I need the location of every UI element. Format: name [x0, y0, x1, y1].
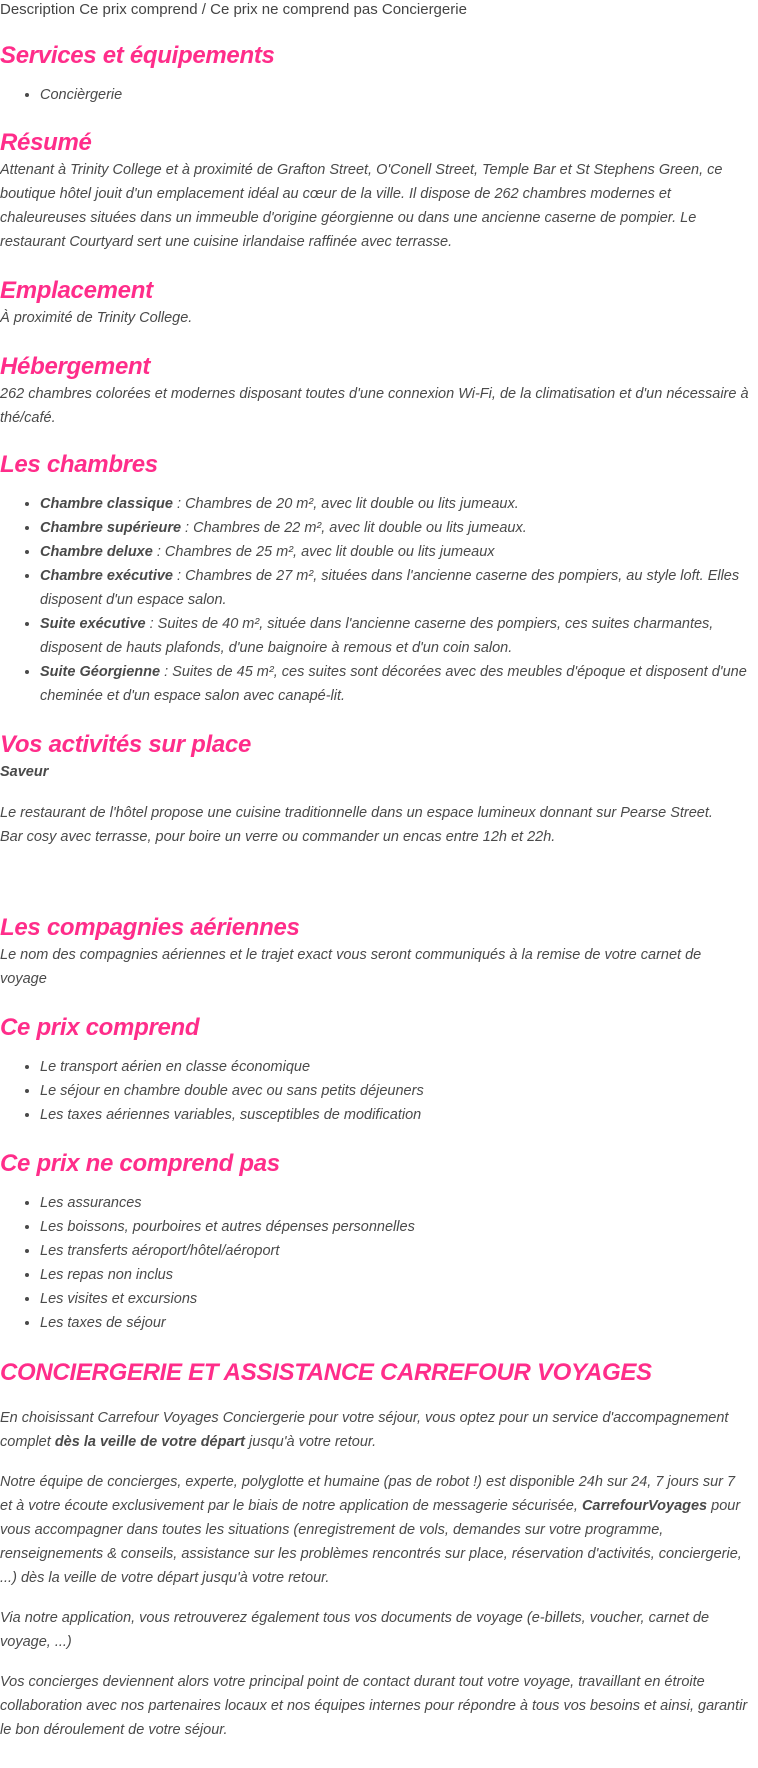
list-item	[40, 516, 750, 540]
comprend-list	[0, 1055, 750, 1127]
list-item: • Les boissons, pourboires et autres dépenses personnelles	[40, 1215, 750, 1239]
tabs-bar	[0, 0, 750, 21]
text-span: jusqu'à votre retour.	[245, 1434, 377, 1450]
resume-text: Attenant à Trinity College et à proximité de Grafton Street, O'Conell Street, Temple Bar et St Stephens Green, ce boutique hôtel jouit d'un emplacement idéal au cœur de la ville. Il dispose de 262 chambres modernes et chaleureuses situées dans un immeuble d'origine géorgienne ou dans une ancienne caserne de pompier. Le restaurant Courtyard sert une cuisine irlandaise raffinée avec terrasse.	[0, 162, 723, 250]
ne-comprend-title: Ce prix ne comprend pas	[0, 1150, 280, 1177]
room-name: Suite Géorgienne	[40, 664, 161, 680]
list-item	[40, 564, 750, 612]
conciergerie-p2	[0, 1470, 750, 1590]
room-desc: : Suites de 45 m², ces suites sont décorées avec des meubles d'époque et disposent d'une cheminée et d'un espace salon avec canapé-lit.	[40, 664, 747, 704]
room-desc: : Chambres de 27 m², situées dans l'ancienne caserne des pompiers, au style loft. Elles disposent d'un espace salon.	[40, 568, 740, 608]
list-item: • Les transferts aéroport/hôtel/aéroport	[40, 1239, 750, 1263]
list-item: • Les repas non inclus	[40, 1263, 750, 1287]
activites-line2: Bar cosy avec terrasse, pour boire un verre ou commander un encas entre 12h et 22h.	[0, 829, 556, 845]
emplacement-text: À proximité de Trinity College.	[0, 310, 193, 326]
list-item: • Le transport aérien en classe économique	[40, 1055, 750, 1079]
text-span: En choisissant Carrefour Voyages Conciergerie pour votre séjour, vous optez pour un service d'accompagnement complet	[0, 1410, 729, 1450]
room-desc: : Suites de 40 m², située dans l'ancienne caserne des pompiers, ces suites charmantes, disposent de hauts plafonds, d'une baignoire à remous et d'un coin salon.	[40, 616, 714, 656]
compagnies-text: Le nom des compagnies aériennes et le trajet exact vous seront communiqués à la remise de votre carnet de voyage	[0, 947, 702, 987]
conciergerie-p4: Vos concierges deviennent alors votre principal point de contact durant tout votre voyage, travaillant en étroite collaboration avec nos partenaires locaux et nos équipes internes pour répondre à tous vos besoins et ainsi, garantir le bon déroulement de votre séjour.	[0, 1674, 748, 1738]
tab-separator: /	[201, 1, 206, 18]
room-name: Chambre classique	[40, 496, 173, 512]
list-item: • Les assurances	[40, 1191, 750, 1215]
tab-description[interactable]: Description	[0, 1, 76, 18]
list-item: • Les taxes de séjour	[40, 1311, 750, 1335]
room-name: Chambre supérieure	[40, 520, 182, 536]
list-item: • Le séjour en chambre double avec ou sans petits déjeuners	[40, 1079, 750, 1103]
conciergerie-p3: Via notre application, vous retrouverez également tous vos documents de voyage (e-billets, voucher, carnet de voyage, ...)	[0, 1610, 710, 1650]
text-span: pour vous accompagner dans toutes les situations (enregistrement de vols, demandes sur votre programme, renseignements & conseils, assistance sur les problèmes rencontrés sur place, réservation d'activités, conciergerie, ...) dès la veille de votre départ jusqu'à votre retour.	[0, 1498, 742, 1586]
text-strong: CarrefourVoyages	[581, 1498, 708, 1514]
hebergement-text: 262 chambres colorées et modernes disposant toutes d'une connexion Wi-Fi, de la climatisation et d'un nécessaire à thé/café.	[0, 386, 749, 426]
list-item	[40, 660, 750, 708]
tab-ce-prix-ne-comprend-pas[interactable]: Ce prix ne comprend pas	[210, 1, 378, 18]
emplacement-title: Emplacement	[0, 277, 153, 304]
activites-title: Vos activités sur place	[0, 731, 252, 758]
activites-subtitle-text: Saveur	[0, 764, 49, 780]
list-item: • Concièrgerie	[40, 83, 750, 107]
conciergerie-title: CONCIERGERIE ET ASSISTANCE CARREFOUR VOYAGES	[0, 1359, 652, 1386]
list-item: • Les visites et excursions	[40, 1287, 750, 1311]
room-desc: : Chambres de 25 m², avec lit double ou lits jumeaux	[152, 544, 495, 560]
room-desc: : Chambres de 20 m², avec lit double ou lits jumeaux.	[172, 496, 519, 512]
hebergement-title: Hébergement	[0, 353, 151, 380]
text-strong: dès la veille de votre départ	[54, 1434, 246, 1450]
text-span: Notre équipe de concierges, experte, polyglotte et humaine (pas de robot !) est disponible 24h sur 24, 7 jours sur 7 et à votre écoute exclusivement par le biais de notre application de messagerie sécurisée,	[0, 1474, 736, 1514]
services-list	[0, 83, 750, 107]
activites-subtitle	[0, 760, 750, 784]
room-desc: : Chambres de 22 m², avec lit double ou lits jumeaux.	[181, 520, 527, 536]
ne-comprend-list	[0, 1191, 750, 1335]
room-name: Chambre exécutive	[40, 568, 173, 584]
room-name: Chambre deluxe	[40, 544, 153, 560]
resume-title: Résumé	[0, 129, 92, 156]
services-title: Services et équipements	[0, 42, 275, 69]
list-item	[40, 492, 750, 516]
compagnies-title: Les compagnies aériennes	[0, 914, 300, 941]
activites-line1: Le restaurant de l'hôtel propose une cuisine traditionnelle dans un espace lumineux donnant sur Pearse Street.	[0, 805, 713, 821]
tab-conciergerie[interactable]: Conciergerie	[381, 1, 467, 18]
list-item	[40, 540, 750, 564]
room-name: Suite exécutive	[40, 616, 146, 632]
list-item: • Les taxes aériennes variables, susceptibles de modification	[40, 1103, 750, 1127]
conciergerie-p1	[0, 1406, 750, 1454]
chambres-title: Les chambres	[0, 451, 158, 478]
list-item	[40, 612, 750, 660]
tab-ce-prix-comprend[interactable]: Ce prix comprend	[79, 1, 198, 18]
chambres-list	[0, 492, 750, 708]
comprend-title: Ce prix comprend	[0, 1014, 200, 1041]
